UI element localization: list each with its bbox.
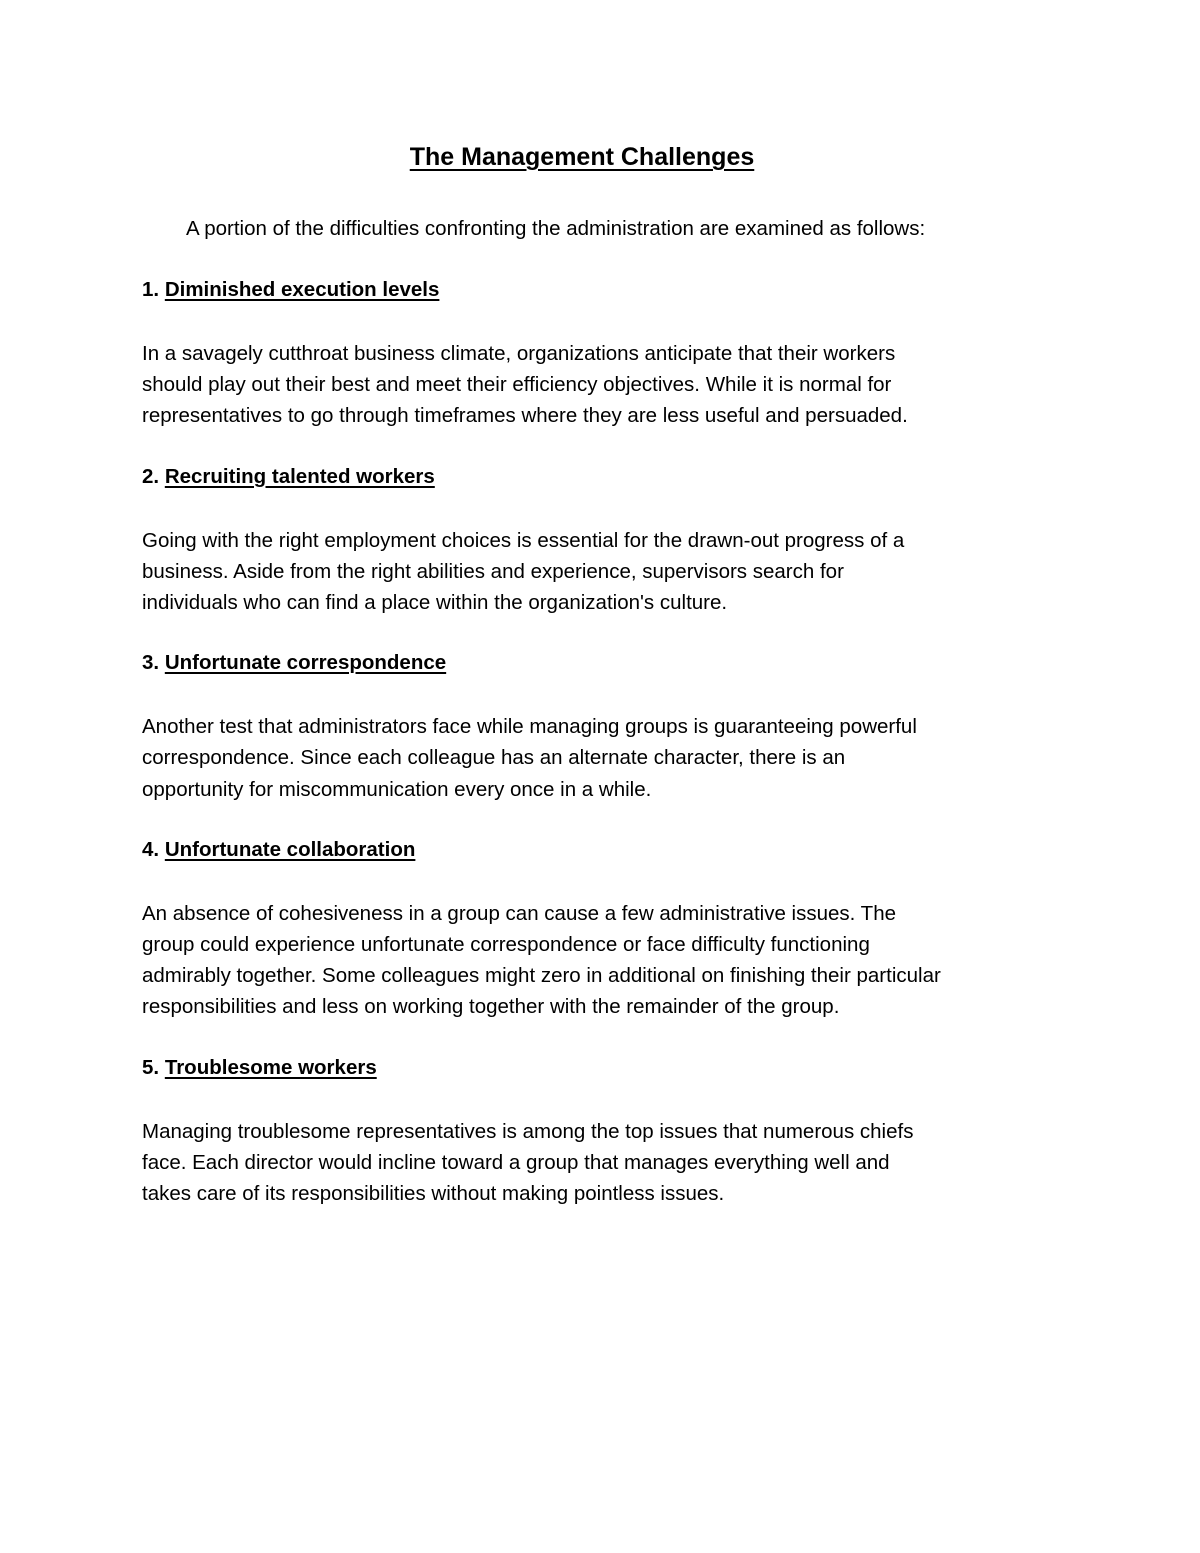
paragraph-line: correspondence. Since each colleague has an alternate character, there is an (142, 746, 846, 770)
paragraph-line: An absence of cohesiveness in a group can cause a few administrative issues. The (142, 901, 896, 925)
section (142, 649, 1072, 805)
paragraph-line: takes care of its responsibilities without making pointless issues. (142, 1182, 725, 1206)
paragraph-line: should play out their best and meet their efficiency objectives. While it is normal for (142, 373, 892, 397)
section-heading (142, 276, 1072, 304)
section (142, 836, 1072, 1023)
paragraph-line: individuals who can find a place within the organization's culture. (142, 591, 728, 615)
paragraph-line: group could experience unfortunate correspondence or face difficulty functioning (142, 933, 870, 957)
section-number: 5. (142, 1055, 160, 1079)
section-heading-text: Unfortunate correspondence (164, 651, 447, 675)
section-paragraph (142, 1116, 1072, 1210)
paragraph-line: opportunity for miscommunication every once in a while. (142, 777, 652, 801)
section-heading (142, 649, 1072, 677)
paragraph-line: Another test that administrators face while managing groups is guaranteeing powerful (142, 715, 917, 739)
section-heading-text: Unfortunate collaboration (164, 837, 416, 861)
section-heading-text: Recruiting talented workers (164, 464, 435, 488)
section (142, 463, 1072, 619)
paragraph-line: business. Aside from the right abilities and experience, supervisors search for (142, 559, 844, 583)
section-heading (142, 463, 1072, 491)
paragraph-line: In a savagely cutthroat business climate, organizations anticipate that their workers (142, 342, 896, 365)
paragraph-line: admirably together. Some colleagues might zero in additional on finishing their particular (142, 964, 941, 988)
section-paragraph (142, 525, 1072, 619)
section-heading (142, 1054, 1072, 1082)
section-paragraph (142, 898, 1072, 1023)
document-title: The Management Challenges (409, 143, 755, 171)
section (142, 276, 1072, 432)
section-number: 3. (142, 651, 160, 675)
section-number: 4. (142, 837, 160, 861)
paragraph-line: Going with the right employment choices is essential for the drawn-out progress of a (142, 528, 905, 552)
intro-paragraph: A portion of the difficulties confronting the administration are examined as follows: (186, 217, 926, 240)
paragraph-line: Managing troublesome representatives is among the top issues that numerous chiefs (142, 1119, 914, 1143)
section-heading-text: Troublesome workers (164, 1055, 377, 1079)
section (142, 1054, 1072, 1210)
section-heading-text: Diminished execution levels (164, 278, 440, 301)
section-paragraph (142, 338, 1072, 432)
paragraph-line: face. Each director would incline toward a group that manages everything well and (142, 1150, 890, 1174)
section-number: 1. (142, 278, 160, 301)
sections-container (142, 276, 1072, 1240)
section-heading (142, 836, 1072, 864)
section-number: 2. (142, 464, 160, 488)
paragraph-line: responsibilities and less on working together with the remainder of the group. (142, 995, 840, 1019)
section-paragraph (142, 711, 1072, 805)
paragraph-line: representatives to go through timeframes where they are less useful and persuaded. (142, 404, 908, 428)
